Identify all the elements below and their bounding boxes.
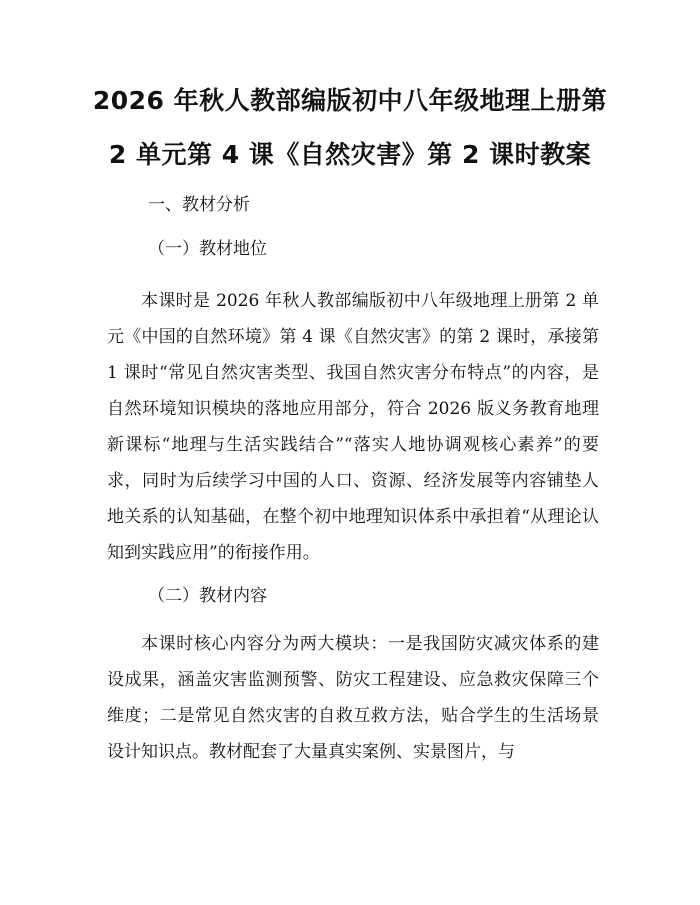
document-title-line-1: 2026 年秋人教部编版初中八年级地理上册第: [92, 86, 608, 115]
section-heading-teaching-material-analysis: 一、教材分析: [148, 195, 250, 215]
subsection-heading-material-content: （二）教材内容: [148, 586, 267, 606]
document-title-line-2: 2 单元第 4 课《自然灾害》第 2 课时教案: [108, 140, 592, 169]
paragraph-material-content: 本课时核心内容分为两大模块：一是我国防灾减灾体系的建设成果，涵盖灾害监测预警、防灾工程建设、应急救灾保障三个维度；二是常见自然灾害的自救互救方法，贴合学生的生活场景设计知识点。教材配套了大量真实案例、实景图片，与: [107, 634, 599, 762]
subsection-heading-material-position: （一）教材地位: [148, 239, 267, 259]
paragraph-material-position: 本课时是 2026 年秋人教部编版初中八年级地理上册第 2 单元《中国的自然环境》第 4 课《自然灾害》的第 2 课时，承接第 1 课时“常见自然灾害类型、我国自然灾害分布特点”的内容，是自然环境知识模块的落地应用部分，符合 2026 版义务教育地理新课标“地理与生活实践结合”“落实人地协调观核心素养”的要求，同时为后续学习中国的人口、资源、经济发展等内容铺垫人地关系的认知基础，在整个初中地理知识体系中承担着“从理论认知到实践应用”的衔接作用。: [107, 291, 599, 563]
